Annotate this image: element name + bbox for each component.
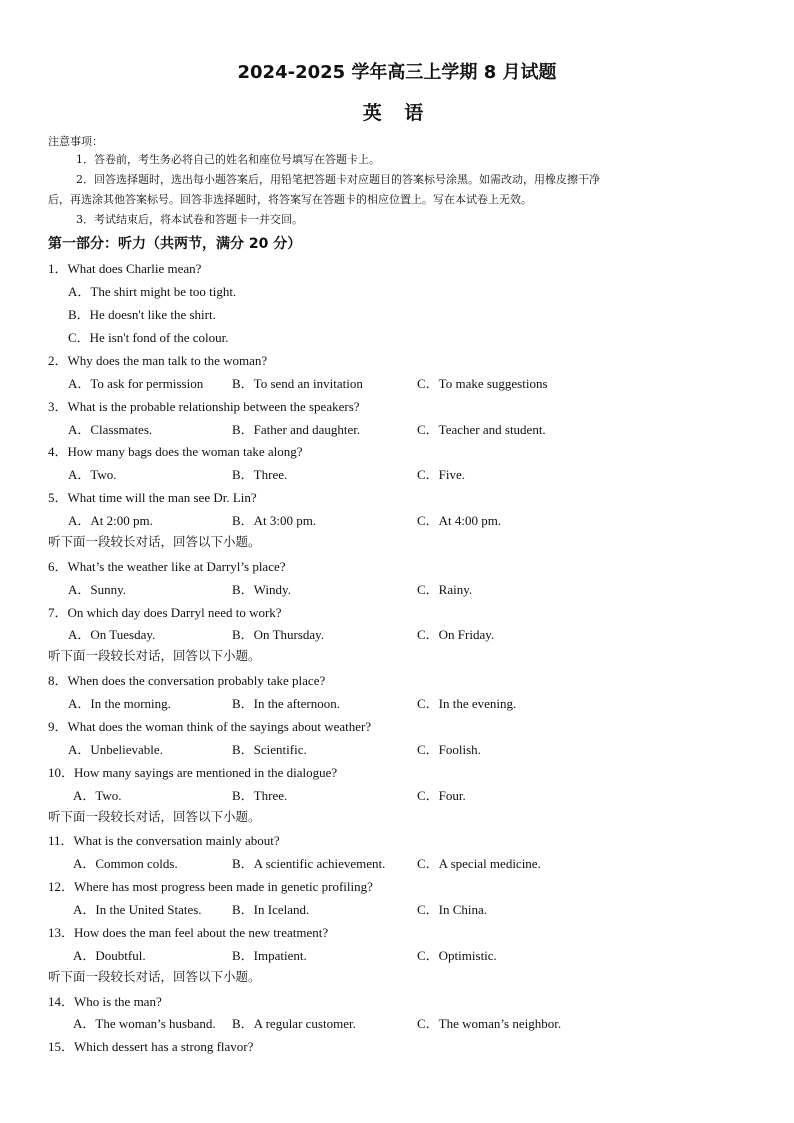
option-c: C．To make suggestions	[417, 376, 548, 391]
option-c: C．On Friday.	[417, 627, 495, 642]
option-c: C．Four.	[417, 788, 466, 803]
note-item: 3．考试结束后，将本试卷和答题卡一并交回。	[76, 213, 303, 226]
question-text: 3．What is the probable relationship between the speakers?	[48, 399, 360, 414]
note-item: 后，再选涂其他答案标号。回答非选择题时，将答案写在答题卡的相应位置上。写在本试卷上无效。	[48, 193, 532, 206]
listening-instruction: 听下面一段较长对话，回答以下小题。	[48, 648, 261, 663]
page-title: 2024-2025 学年高三上学期 8 月试题	[237, 62, 557, 83]
option-c: C．He isn't fond of the colour.	[68, 330, 229, 345]
subject-title: 英 语	[362, 102, 432, 124]
option-b: B．Three.	[232, 467, 288, 482]
option-b: B．To send an invitation	[232, 376, 363, 391]
option-b: B．Windy.	[232, 582, 291, 597]
option-a: A．To ask for permission	[68, 376, 204, 391]
question-text: 12．Where has most progress been made in genetic profiling?	[48, 879, 373, 894]
option-b: B．Impatient.	[232, 948, 307, 963]
question-text: 1．What does Charlie mean?	[48, 261, 202, 276]
option-a: A．The woman’s husband.	[73, 1016, 216, 1031]
option-b: B．A regular customer.	[232, 1016, 356, 1031]
option-a: A．In the United States.	[73, 902, 202, 917]
option-a: A．Common colds.	[73, 856, 178, 871]
option-c: C．At 4:00 pm.	[417, 513, 502, 528]
option-c: C．Foolish.	[417, 742, 481, 757]
listening-instruction: 听下面一段较长对话，回答以下小题。	[48, 969, 261, 984]
question-text: 7．On which day does Darryl need to work?	[48, 605, 282, 620]
option-a: A．At 2:00 pm.	[68, 513, 153, 528]
question-text: 11．What is the conversation mainly about?	[48, 833, 280, 848]
option-c: C．The woman’s neighbor.	[417, 1016, 562, 1031]
option-b: B．Father and daughter.	[232, 422, 361, 437]
notes-label: 注意事项：	[48, 135, 103, 148]
option-a: A．On Tuesday.	[68, 627, 156, 642]
question-text: 6．What’s the weather like at Darryl’s place?	[48, 559, 286, 574]
option-b: B．Three.	[232, 788, 288, 803]
option-a: A．The shirt might be too tight.	[68, 284, 237, 299]
note-item: 1．答卷前，考生务必将自己的姓名和座位号填写在答题卡上。	[76, 153, 380, 166]
option-b: B．Scientific.	[232, 742, 307, 757]
listening-instruction: 听下面一段较长对话，回答以下小题。	[48, 534, 261, 549]
option-c: C．Five.	[417, 467, 466, 482]
option-b: B．On Thursday.	[232, 627, 325, 642]
option-b: B．In the afternoon.	[232, 696, 340, 711]
option-a: A．Two.	[73, 788, 122, 803]
option-a: A．Sunny.	[68, 582, 127, 597]
note-item: 2．回答选择题时，选出每小题答案后，用铅笔把答题卡对应题目的答案标号涂黑。如需改动，用橡皮擦干净	[76, 173, 600, 186]
option-c: C．In China.	[417, 902, 488, 917]
question-text: 9．What does the woman think of the sayings about weather?	[48, 719, 372, 734]
question-text: 15．Which dessert has a strong flavor?	[48, 1039, 254, 1054]
option-a: A．In the morning.	[68, 696, 171, 711]
question-text: 2．Why does the man talk to the woman?	[48, 353, 268, 368]
option-c: C．Rainy.	[417, 582, 473, 597]
option-a: A．Unbelievable.	[68, 742, 163, 757]
option-c: C．Teacher and student.	[417, 422, 546, 437]
option-b: B．He doesn't like the shirt.	[68, 307, 216, 322]
option-b: B．At 3:00 pm.	[232, 513, 317, 528]
question-text: 10．How many sayings are mentioned in the dialogue?	[48, 765, 338, 780]
option-c: C．Optimistic.	[417, 948, 497, 963]
listening-instruction: 听下面一段较长对话，回答以下小题。	[48, 809, 261, 824]
question-text: 4．How many bags does the woman take along?	[48, 444, 303, 459]
option-c: C．A special medicine.	[417, 856, 541, 871]
question-text: 13．How does the man feel about the new treatment?	[48, 925, 329, 940]
option-a: A．Doubtful.	[73, 948, 146, 963]
option-b: B．A scientific achievement.	[232, 856, 386, 871]
question-text: 14．Who is the man?	[48, 994, 162, 1009]
option-b: B．In Iceland.	[232, 902, 310, 917]
option-a: A．Classmates.	[68, 422, 153, 437]
option-a: A．Two.	[68, 467, 117, 482]
option-c: C．In the evening.	[417, 696, 517, 711]
question-text: 5．What time will the man see Dr. Lin?	[48, 490, 257, 505]
section-heading: 第一部分：听力（共两节，满分 20 分）	[48, 236, 302, 252]
question-text: 8．When does the conversation probably take place?	[48, 673, 326, 688]
